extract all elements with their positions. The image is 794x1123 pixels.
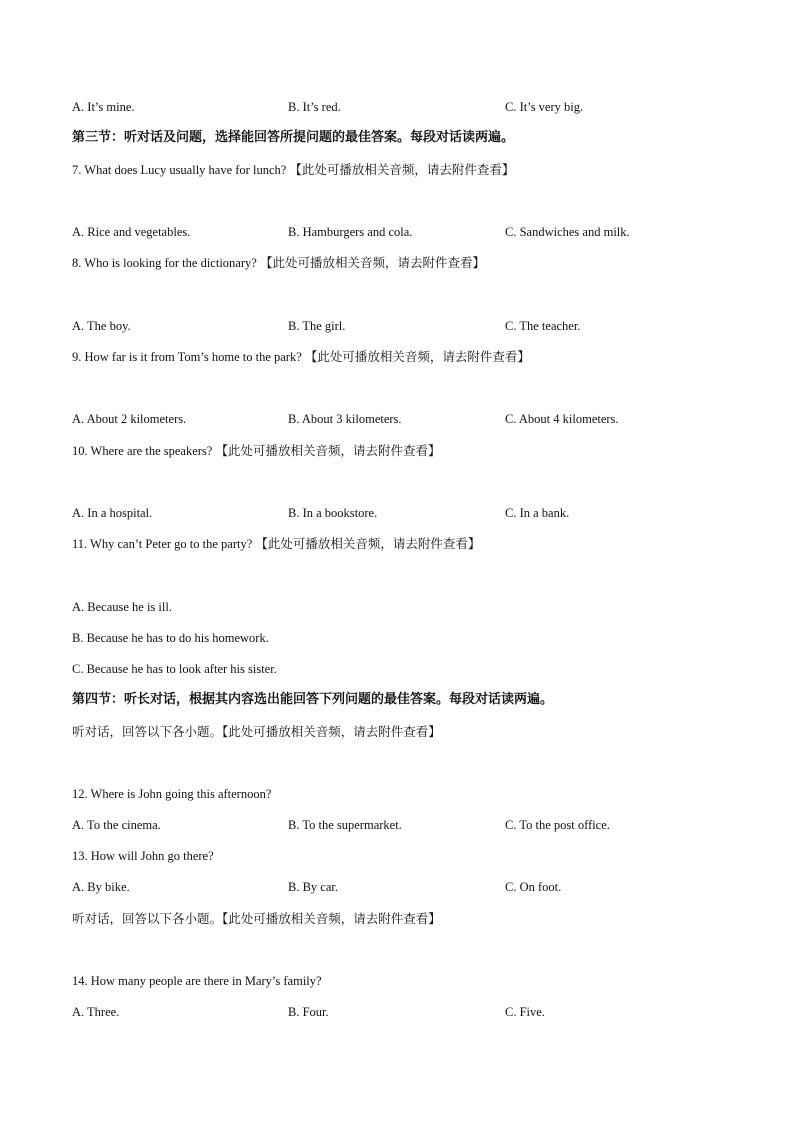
option-b: B. It’s red. — [288, 100, 341, 114]
option-c: C. The teacher. — [505, 319, 581, 333]
option-b: B. Hamburgers and cola. — [288, 225, 413, 239]
option-a: A. Three. — [72, 1005, 120, 1019]
option-a: A. The boy. — [72, 319, 131, 333]
audio-note: 【此处可播放相关音频，请去附件查看】 — [304, 349, 530, 364]
option-a: A. Rice and vegetables. — [72, 225, 191, 239]
audio-note: 【此处可播放相关音频，请去附件查看】 — [259, 255, 485, 270]
q7-question-line — [72, 162, 514, 178]
listen-instruction-2: 听对话，回答以下各小题。【此处可播放相关音频，请去附件查看】 — [72, 911, 441, 926]
q11-option-a: A. Because he is ill. — [72, 600, 172, 614]
q11-option-b: B. Because he has to do his homework. — [72, 631, 269, 645]
q10-question-line — [72, 443, 440, 459]
section4-heading: 第四节：听长对话，根据其内容选出能回答下列问题的最佳答案。每段对话读两遍。 — [72, 692, 554, 707]
option-a: A. It’s mine. — [72, 100, 135, 114]
option-c: C. On foot. — [505, 880, 562, 894]
option-c: C. Five. — [505, 1005, 545, 1019]
section3-heading: 第三节：听对话及问题，选择能回答所提问题的最佳答案。每段对话读两遍。 — [72, 130, 515, 145]
option-a: A. By bike. — [72, 880, 130, 894]
q11-question-line — [72, 536, 480, 552]
option-b: B. Four. — [288, 1005, 329, 1019]
audio-note: 【此处可播放相关音频，请去附件查看】 — [215, 443, 441, 458]
question-text: 9. How far is it from Tom’s home to the park? — [72, 350, 302, 364]
option-b: B. In a bookstore. — [288, 506, 378, 520]
audio-note: 【此处可播放相关音频，请去附件查看】 — [289, 162, 515, 177]
listen-instruction: 听对话，回答以下各小题。【此处可播放相关音频，请去附件查看】 — [72, 724, 441, 739]
option-c: C. In a bank. — [505, 506, 570, 520]
q12-question: 12. Where is John going this afternoon? — [72, 787, 272, 801]
option-b: B. The girl. — [288, 319, 346, 333]
option-c: C. Sandwiches and milk. — [505, 225, 630, 239]
q9-question-line — [72, 349, 530, 365]
option-b: B. About 3 kilometers. — [288, 412, 402, 426]
q14-question: 14. How many people are there in Mary’s family? — [72, 974, 322, 988]
q8-question-line — [72, 255, 485, 271]
q13-question: 13. How will John go there? — [72, 849, 214, 863]
question-text: 11. Why can’t Peter go to the party? — [72, 537, 253, 551]
audio-note: 【此处可播放相关音频，请去附件查看】 — [255, 536, 481, 551]
option-a: A. About 2 kilometers. — [72, 412, 187, 426]
question-text: 7. What does Lucy usually have for lunch? — [72, 163, 287, 177]
option-a: A. In a hospital. — [72, 506, 153, 520]
question-text: 8. Who is looking for the dictionary? — [72, 256, 257, 270]
question-text: 10. Where are the speakers? — [72, 444, 213, 458]
option-b: B. To the supermarket. — [288, 818, 402, 832]
option-c: C. To the post office. — [505, 818, 610, 832]
option-c: C. About 4 kilometers. — [505, 412, 619, 426]
option-b: B. By car. — [288, 880, 338, 894]
option-a: A. To the cinema. — [72, 818, 161, 832]
q11-option-c: C. Because he has to look after his sister. — [72, 662, 277, 676]
option-c: C. It’s very big. — [505, 100, 584, 114]
